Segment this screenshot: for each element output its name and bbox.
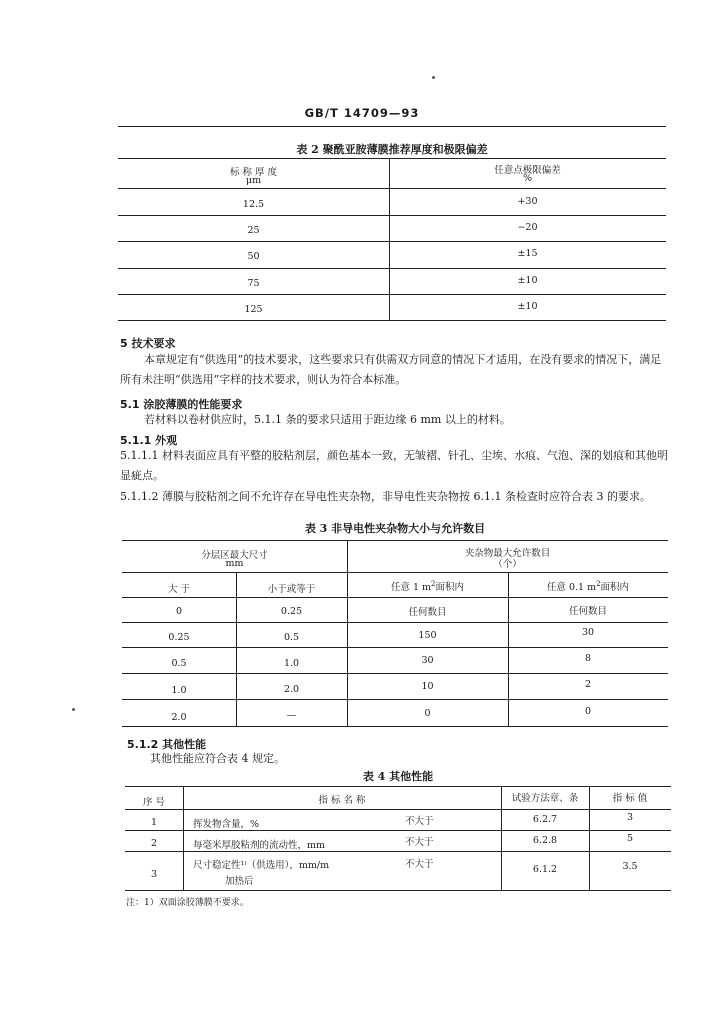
table3-cell: 0.25 [280,606,303,617]
table2-cell: 125 [244,304,263,315]
table3-cell: 30 [421,655,434,666]
table4-row-value: 3 [626,812,634,823]
table3-caption: 表 3 非导电性夹杂物大小与允许数目 [304,522,486,535]
table4-row-name: 尺寸稳定性¹⁾（供选用），mm/m [193,860,330,871]
table4-header-method: 试验方法章、条 [511,793,579,804]
table3-cell: 10 [421,681,434,692]
table3-cell: 任何数目 [568,606,607,617]
table3-sub-1m2: 任意 1 $m^2$面积内 [390,579,465,593]
section-5-1-1-1-paragraph: 5.1.1.1 材料表面应具有平整的胶粘剂层，颜色基本一致，无皱褶、针孔、尘埃、水痕、气泡、深的划痕和其他明显疵点。 [120,449,668,482]
table3-cell: 30 [581,627,595,638]
table3-cell: 1.0 [171,685,187,696]
table3-cell: 2.0 [283,684,300,695]
table4-header-item: 指 标 名 称 [318,795,366,806]
table3-cell: 任何数目 [408,607,447,618]
table3-cell: 150 [418,630,437,641]
table2-caption: 表 2 聚酰亚胺薄膜推荐厚度和极限偏差 [296,143,488,156]
section-5-1-2-paragraph: 其他性能应符合表 4 规定。 [150,752,285,765]
section-5-title: 5 技术要求 [120,337,176,350]
speck [72,708,75,711]
table3-sub-gt: 大 于 [167,584,191,595]
table2-cell: −20 [517,222,538,233]
table3-cell: 0 [175,606,183,617]
page-header: GB/T 14709—93 [304,106,420,120]
table2-col2-unit: % [522,173,533,184]
table3-cell: — [286,710,297,721]
table3 [122,540,668,726]
footnote: 注：1）双面涂胶薄膜不要求。 [126,898,249,908]
table3-cell: 0.5 [283,632,300,643]
table3-cell: 0 [584,706,592,717]
table4-row-no: 3 [150,869,158,880]
table2-cell: ±15 [517,248,538,259]
section-5-paragraph: 本章规定有“供选用”的技术要求，这些要求只有供需双方同意的情况下才适用，在没有要求的情况下，满足所有未注明“供选用”字样的技术要求，则认为符合本标准。 [120,353,662,386]
table4-header-value: 指 标 值 [612,793,648,804]
section-5-1-title: 5.1 涂胶薄膜的性能要求 [120,398,243,411]
table3-cell: 0.5 [171,658,187,669]
table2-cell: 25 [247,225,260,236]
table4-row-no: 1 [150,817,158,828]
table2-cell: ±10 [517,301,538,312]
table2-cell: 75 [247,278,260,289]
speck [432,76,435,79]
table2-col2-header: 任意点极限偏差 [494,165,561,176]
section-5-1-1-2-paragraph: 5.1.1.2 薄膜与胶粘剂之间不允许存在导电性夹杂物，非导电性夹杂物按 6.1.1 条检查时应符合表 3 的要求。 [120,490,651,503]
table4-row-value: 3.5 [622,861,638,872]
table3-cell: 1.0 [283,658,300,669]
table3-sub-01m2: 任意 0.1 $m^2$面积内 [546,579,630,593]
table3-cell: 8 [584,653,592,664]
table4-row-name: 每毫米厚胶粘剂的流动性，mm [193,840,326,851]
section-5-1-1-title: 5.1.1 外观 [120,434,178,447]
table3-cell: 2 [584,679,592,690]
table2-cell: +30 [517,196,538,207]
table3-cell: 2.0 [171,712,187,723]
table4-row-method: 6.2.7 [532,814,558,825]
table3-sub-le: 小于或等于 [267,584,316,595]
table3-cell: 0.25 [168,632,190,643]
table4-row-limit: 不大于 [405,837,434,848]
section-5-1-paragraph: 若材料以卷材供应时，5.1.1 条的要求只适用于距边缘 6 mm 以上的材料。 [144,413,511,426]
header-rule [118,126,666,127]
table4-row-limit: 不大于 [405,859,434,870]
table2-cell: 12.5 [242,199,265,210]
table3-cell: 0 [424,708,431,719]
table4-row-name: 挥发物含量，% [193,819,260,830]
table4-header-no: 序 号 [142,797,166,808]
table4-row-name-sub: 加热后 [225,876,254,887]
table2-col1-header: 标 称 厚 度 [229,167,278,178]
table2-col1-unit: μm [245,175,262,186]
table3-header-right-unit: （个） [493,559,522,570]
table2 [118,158,666,320]
table4-row-method: 6.1.2 [532,864,558,875]
table4-row-method: 6.2.8 [532,835,558,846]
table4-caption: 表 4 其他性能 [362,770,434,783]
table4 [125,786,671,890]
table3-header-left-unit: mm [225,558,244,569]
table4-row-limit: 不大于 [405,816,434,827]
table2-cell: 50 [247,251,260,262]
section-5-1-2-title: 5.1.2 其他性能 [127,738,207,751]
table2-cell: ±10 [517,275,538,286]
table3-header-left: 分层区最大尺寸 [201,550,268,561]
table3-header-right: 夹杂物最大允许数目 [464,548,551,559]
table4-row-no: 2 [150,838,158,849]
table4-row-value: 5 [626,833,634,844]
